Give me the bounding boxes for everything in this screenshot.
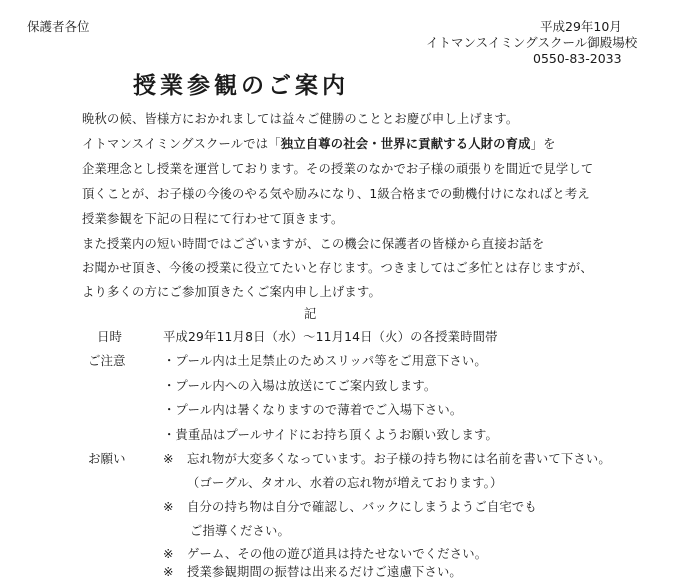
intro-line-5: 授業参観を下記の日程にて行わせて頂きます。 [82,212,344,226]
request-item: 忘れ物が大変多くなっています。お子様の持ち物には名前を書いて下さい。 [187,452,611,466]
school-phone: 0550-83-2033 [533,51,622,66]
intro-line-4: 頂くことが、お子様の今後のやる気や励みになり、1級合格までの動機付けになればと考え [82,187,590,201]
reference-mark: ※ [163,546,174,561]
intro-line-8: より多くの方にご参加頂きたくご案内申し上げます。 [82,285,381,299]
request-item: 自分の持ち物は自分で確認し、バックにしまうようご自宅でも [187,500,537,514]
reference-mark: ※ [163,499,174,514]
intro-line-7: お聞かせ頂き、今後の授業に役立てたいと存じます。つきましてはご多忙とは存じますが、 [82,261,593,275]
reference-mark: ※ [163,564,174,579]
recipient: 保護者各位 [27,19,90,34]
intro-line-2-pre: イトマンスイミングスクールでは「 [82,137,281,151]
intro-line-3: 企業理念とし授業を運営しております。その授業のなかでお子様の頑張りを間近で見学して [82,162,594,176]
note-item: ・プール内は土足禁止のためスリッパ等をご用意下さい。 [163,354,487,368]
corporate-philosophy: 独立自尊の社会・世界に貢献する人財の育成 [280,137,531,151]
ki-heading: 記 [304,307,317,321]
issue-date: 平成29年10月 [540,19,622,34]
schedule-text: 平成29年11月8日（水）～11月14日（火）の各授業時間帯 [163,330,498,344]
page-title: 授業参観のご案内 [133,73,349,99]
reference-mark: ※ [163,451,174,466]
intro-line-2-post: 」を [530,137,556,151]
note-item: ・プール内は暑くなりますので薄着でご入場下さい。 [163,403,463,417]
request-item: ゲーム、その他の遊び道具は持たせないでください。 [187,547,488,561]
note-item: ・プール内への入場は放送にてご案内致します。 [163,379,437,393]
intro-line-1: 晩秋の候、皆様方におかれましては益々ご健勝のこととお慶び申し上げます。 [82,112,519,126]
intro-line-6: また授業内の短い時間ではございますが、この機会に保護者の皆様から直接お話を [82,237,545,251]
request-item: 授業参観期間の振替は出来るだけご遠慮下さい。 [187,565,462,579]
school-name: イトマンスイミングスクール御殿場校 [426,35,638,50]
note-item: ・貴重品はプールサイドにお持ち頂くようお願い致します。 [163,428,498,442]
request-item-continued: （ゴーグル、タオル、水着の忘れ物が増えております。） [187,476,503,490]
requests-label: お願い [88,451,126,466]
request-item-continued: ご指導ください。 [190,524,290,538]
intro-line-2 [82,138,556,150]
notes-label: ご注意 [88,353,126,368]
schedule-label: 日時 [97,329,123,344]
